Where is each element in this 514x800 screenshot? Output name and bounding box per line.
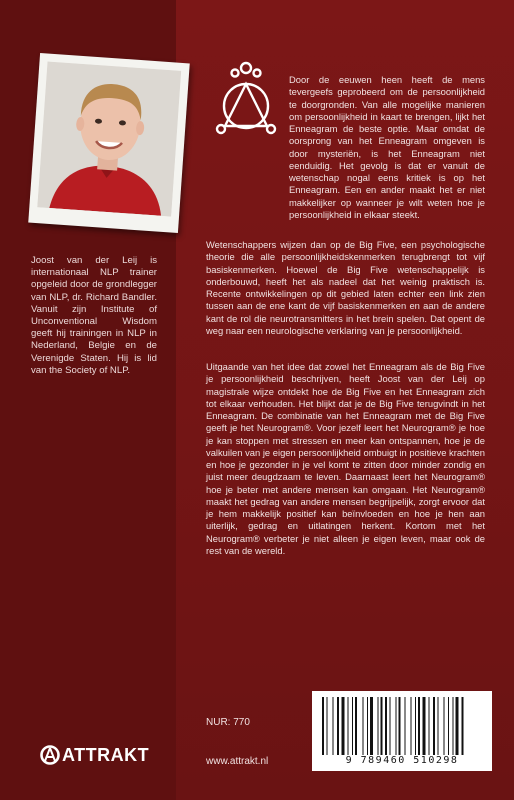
barcode-bar xyxy=(433,697,435,755)
paragraph-intro: Door de eeuwen heen heeft de mens tevergeefs geprobeerd om de persoonlijkheid te doorgronden. Van alle mogelijke manieren om persoonlijkheid in kaart te brengen, lijkt het Enneagram de beste optie. Maar omdat de oorsprong van het Enneagram omgeven is door mysteriën, is het Enneagram niet eenduidig. Het gevolg is dat er vanuit de wetenschap nogal eens kritiek is op het Enneagram. Een en ander maakt het er niet makkelijker op wanneer je wilt weten hoe je persoonlijkheid in elkaar steekt. xyxy=(289,74,485,220)
barcode-bar xyxy=(448,697,449,755)
barcode-bar xyxy=(423,697,426,755)
barcode-bar xyxy=(405,697,406,755)
barcode-bar xyxy=(411,697,412,755)
barcode-bar xyxy=(456,697,459,755)
barcode-bar xyxy=(396,697,397,755)
barcode-bar xyxy=(367,697,368,755)
barcode-bar xyxy=(333,697,334,755)
barcode-bar xyxy=(381,697,383,755)
enneagram-logo-icon xyxy=(211,58,281,138)
barcode-bar xyxy=(355,697,357,755)
barcode-bar xyxy=(418,697,420,755)
barcode-bar xyxy=(429,697,430,755)
barcode-bar xyxy=(378,697,379,755)
barcode-bar xyxy=(444,697,445,755)
barcode-bar xyxy=(453,697,454,755)
publisher-logo xyxy=(40,744,149,766)
barcode-bar xyxy=(370,697,373,755)
barcode-bar xyxy=(352,697,353,755)
isbn-barcode xyxy=(312,691,492,771)
author-bio: Joost van der Leij is internationaal NLP trainer opgeleid door de grondlegger van NLP, dr. Richard Bandler. Vanuit zijn Institute of Unconventional Wisdom geeft hij trainingen in NLP in Nederland, Belgie en de Verenigde Staten. Hij is lid van the Society of NLP. xyxy=(31,255,157,376)
author-portrait-image xyxy=(37,62,181,217)
publisher-website: www.attrakt.nl xyxy=(206,756,269,767)
author-photo-frame xyxy=(28,53,189,233)
author-photo xyxy=(37,62,181,217)
barcode-bar xyxy=(399,697,401,755)
barcode-bar xyxy=(390,697,391,755)
publisher-name: ATTRAKT xyxy=(62,744,150,765)
barcode-bar xyxy=(438,697,439,755)
barcode-bar xyxy=(363,697,364,755)
paragraph-big-five: Wetenschappers wijzen dan op de Big Five, een psychologische theorie die alle persoonlijkheidskenmerken terugbrengt tot vijf basiskenmerken. Hoewel de Big Five wetenschappelijk is onderbouwd, heeft het als nadeel dat het weinig praktisch is. Recente ontwikkelingen op dit gebied laten echter een link zien tussen aan de ene kant de vijf basiskenmerken en aan de andere kant de rol die neurotransmitters in het brein spelen. Dat opent de weg naar een neurologische verklaring van je persoonlijkheid. xyxy=(206,239,485,336)
barcode-bar xyxy=(385,697,387,755)
barcode-bars xyxy=(320,697,484,755)
barcode-bar xyxy=(337,697,339,755)
barcode-bar xyxy=(462,697,464,755)
paragraph-neurogram: Uitgaande van het idee dat zowel het Enneagram als de Big Five je persoonlijkheid beschrijven, heeft Joost van der Leij op magistrale wijze ontdekt hoe de Big Five en het Enneagram zich tot elkaar verhouden. Het blijkt dat je de Big Five terugvindt in het Enneagram. De combinatie van het Enneagram met de Big Five geeft je het Neurogram®. Voor jezelf leert het Neurogram® je hoe je kan stoppen met stressen en meer kan ontspannen, hoe je de valkuilen van je eigen persoonlijkheid ombuigt in positieve krachten en hoe je gezonder in je vel komt te zitten door minder zondig en juist meer deugdzaam te leven. Daarnaast leert het Neurogram® hoe je beter met andere mensen kan omgaan. Het Neurogram® maakt het gedrag van andere mensen begrijpelijk, zorgt ervoor dat je hem makkelijk positief kan beïnvloeden en hoe je hen aan uiterlijk, gedrag en uitlatingen herkent. Kortom met het Neurogram® verbeter je niet alleen je eigen leven, maar ook de rest van de wereld. xyxy=(206,361,485,556)
barcode-bar xyxy=(327,697,328,755)
barcode-bar xyxy=(415,697,416,755)
nur-code: NUR: 770 xyxy=(206,717,250,728)
barcode-bar xyxy=(342,697,345,755)
attrakt-logo-icon xyxy=(40,744,60,766)
barcode-number: 9 789460 510298 xyxy=(345,755,459,766)
barcode-bar xyxy=(322,697,324,755)
barcode-bar xyxy=(348,697,349,755)
